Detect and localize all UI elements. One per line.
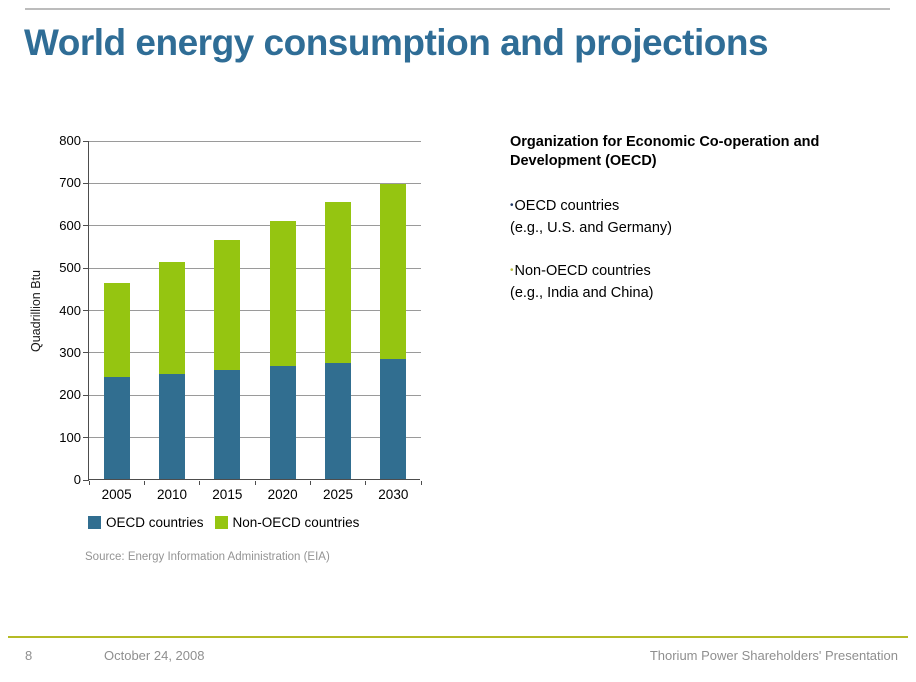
bar-segment-non-oecd: [270, 221, 296, 365]
bullet-example: (e.g., U.S. and Germany): [510, 220, 672, 236]
gridline: [89, 310, 421, 311]
y-tick-mark: [83, 183, 89, 184]
y-tick-mark: [83, 310, 89, 311]
bullet-line: [510, 260, 875, 282]
bar-segment-oecd: [104, 377, 130, 479]
x-axis-label: 2010: [156, 487, 188, 502]
bullet-line: [510, 195, 875, 217]
legend-key-swatch: [215, 516, 228, 529]
bullet-example: (e.g., India and China): [510, 285, 654, 301]
bullet-group-non-oecd: [510, 260, 875, 304]
x-axis-label: 2030: [378, 487, 409, 502]
category-tick: [199, 481, 200, 485]
info-panel: [510, 133, 875, 304]
footer-presentation-title: Thorium Power Shareholders' Presentation: [649, 648, 898, 663]
top-divider-rule: [25, 8, 890, 10]
y-tick-label: 700: [59, 175, 81, 191]
y-tick-mark: [83, 268, 89, 269]
gridline: [89, 183, 421, 184]
bullet-label: Non-OECD countries: [514, 263, 651, 279]
info-heading: Organization for Economic Co-operation and Development (OECD): [510, 134, 820, 169]
gridline: [89, 352, 421, 353]
y-tick-mark: [83, 141, 89, 142]
category-tick: [255, 481, 256, 485]
x-axis-label: 2005: [101, 487, 132, 502]
gridline: [89, 395, 421, 396]
bar-segment-oecd: [270, 366, 296, 479]
category-tick: [310, 481, 311, 485]
footer-date: October 24, 2008: [104, 648, 205, 663]
category-tick: [144, 481, 145, 485]
plot-area: [59, 133, 420, 502]
bar-segment-oecd: [159, 374, 185, 479]
y-tick-label: 0: [73, 472, 81, 487]
bullet-dot-icon: •: [510, 265, 514, 276]
legend-label: Non-OECD countries: [232, 515, 360, 530]
bullet-dot-icon: •: [510, 200, 514, 211]
chart-legend: [88, 515, 359, 530]
y-tick-mark: [83, 352, 89, 353]
footer-divider-rule: [8, 636, 908, 638]
y-tick-label: 500: [59, 260, 81, 276]
x-axis-label: 2020: [267, 487, 298, 502]
y-tick-label: 100: [59, 429, 81, 445]
x-axis-label: 2025: [322, 487, 354, 502]
gridline: [89, 141, 421, 142]
bullet-group-oecd: [510, 195, 875, 239]
chart-source-note: Source: Energy Information Administration (EIA): [85, 551, 330, 563]
y-tick-label: 800: [59, 133, 81, 148]
y-tick-label: 300: [59, 344, 81, 360]
y-tick-mark: [83, 437, 89, 438]
gridline: [89, 437, 421, 438]
y-tick-mark: [83, 225, 89, 226]
legend-label: OECD countries: [106, 515, 204, 530]
category-tick: [89, 481, 90, 485]
x-axis-label: 2015: [212, 487, 243, 502]
y-tick-label: 600: [59, 217, 81, 233]
y-tick-mark: [83, 395, 89, 396]
legend-item: [215, 515, 360, 530]
bar-segment-non-oecd: [380, 184, 406, 359]
y-axis-title: Quadrillion Btu: [29, 270, 43, 352]
y-tick-label: 400: [59, 302, 81, 318]
page-title: World energy consumption and projections: [24, 22, 769, 63]
category-tick: [421, 481, 422, 485]
bar-segment-non-oecd: [159, 262, 185, 374]
bar-segment-non-oecd: [214, 240, 240, 370]
bar-segment-non-oecd: [325, 202, 351, 363]
bar-segment-oecd: [214, 370, 240, 479]
bar-segment-oecd: [380, 359, 406, 479]
bar-segment-non-oecd: [104, 283, 130, 377]
bullet-label: OECD countries: [514, 198, 620, 214]
y-tick-label: 200: [59, 387, 81, 403]
gridline: [89, 268, 421, 269]
legend-item: [88, 515, 204, 530]
category-tick: [365, 481, 366, 485]
legend-key-swatch: [88, 516, 101, 529]
footer-page-number: 8: [25, 648, 33, 663]
bar-segment-oecd: [325, 363, 351, 479]
gridline: [89, 225, 421, 226]
